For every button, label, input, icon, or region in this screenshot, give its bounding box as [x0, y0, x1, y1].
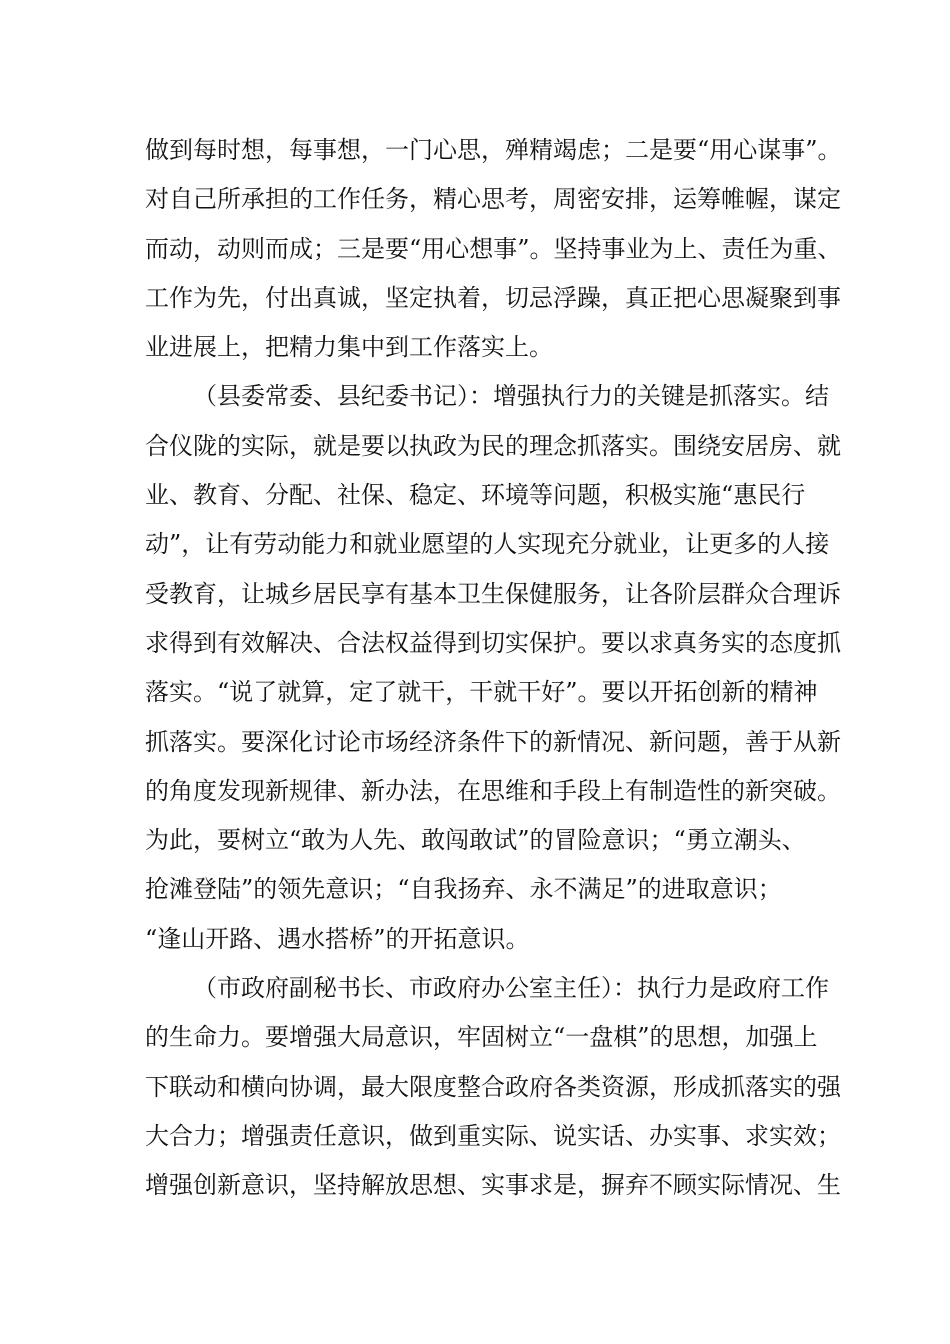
text-line-5: 业进展上，把精力集中到工作落实上。 — [145, 333, 553, 362]
text-line-8: 业、教育、分配、社保、稳定、环境等问题，积极实施“惠民行 — [145, 481, 806, 510]
text-line-20: 下联动和横向协调，最大限度整合政府各类资源，形成抓落实的强 — [145, 1072, 841, 1101]
text-line-19: 的生命力。要增强大局意识，牢固树立“一盘棋”的思想，加强上 — [145, 1023, 818, 1052]
text-line-4: 工作为先，付出真诚，坚定执着，切忌浮躁，真正把心思凝聚到事 — [145, 283, 841, 312]
text-line-16: 抢滩登陆”的领先意识；“自我扬弃、永不满足”的进取意识； — [145, 875, 782, 904]
text-line-22: 增强创新意识，坚持解放思想、实事求是，摒弃不顾实际情况、生 — [145, 1171, 841, 1200]
document-body — [145, 126, 842, 1211]
paragraph-3-line-1: （市政府副秘书长、市政府办公室主任）：执行力是政府工作 — [193, 974, 829, 1003]
text-line-13: 抓落实。要深化讨论市场经济条件下的新情况、新问题，善于从新 — [145, 727, 841, 756]
text-line-10: 受教育，让城乡居民享有基本卫生保健服务，让各阶层群众合理诉 — [145, 579, 841, 608]
text-line-9: 动”，让有劳动能力和就业愿望的人实现充分就业，让更多的人接 — [145, 530, 830, 559]
text-line-21: 大合力；增强责任意识，做到重实际、说实话、办实事、求实效； — [145, 1121, 841, 1150]
text-line-11: 求得到有效解决、合法权益得到切实保护。要以求真务实的态度抓 — [145, 628, 841, 657]
text-line-17: “逢山开路、遇水搭桥”的开拓意识。 — [145, 924, 530, 953]
text-line-7: 合仪陇的实际，就是要以执政为民的理念抓落实。围绕安居房、就 — [145, 431, 841, 460]
text-line-2: 对自己所承担的工作任务，精心思考，周密安排，运筹帷幄，谋定 — [145, 185, 841, 214]
paragraph-2-line-1: （县委常委、县纪委书记）：增强执行力的关键是抓落实。结 — [193, 382, 829, 411]
text-line-3: 而动，动则而成；三是要“用心想事”。坚持事业为上、责任为重、 — [145, 234, 842, 263]
text-line-15: 为此，要树立“敢为人先、敢闯敢试”的冒险意识；“勇立潮头、 — [145, 826, 806, 855]
text-line-1: 做到每时想，每事想，一门心思，殚精竭虑；二是要“用心谋事”。 — [145, 136, 842, 164]
text-line-12: 落实。“说了就算，定了就干，干就干好”。要以开拓创新的精神 — [145, 678, 818, 707]
text-line-14: 的角度发现新规律、新办法，在思维和手段上有制造性的新突破。 — [145, 776, 841, 805]
